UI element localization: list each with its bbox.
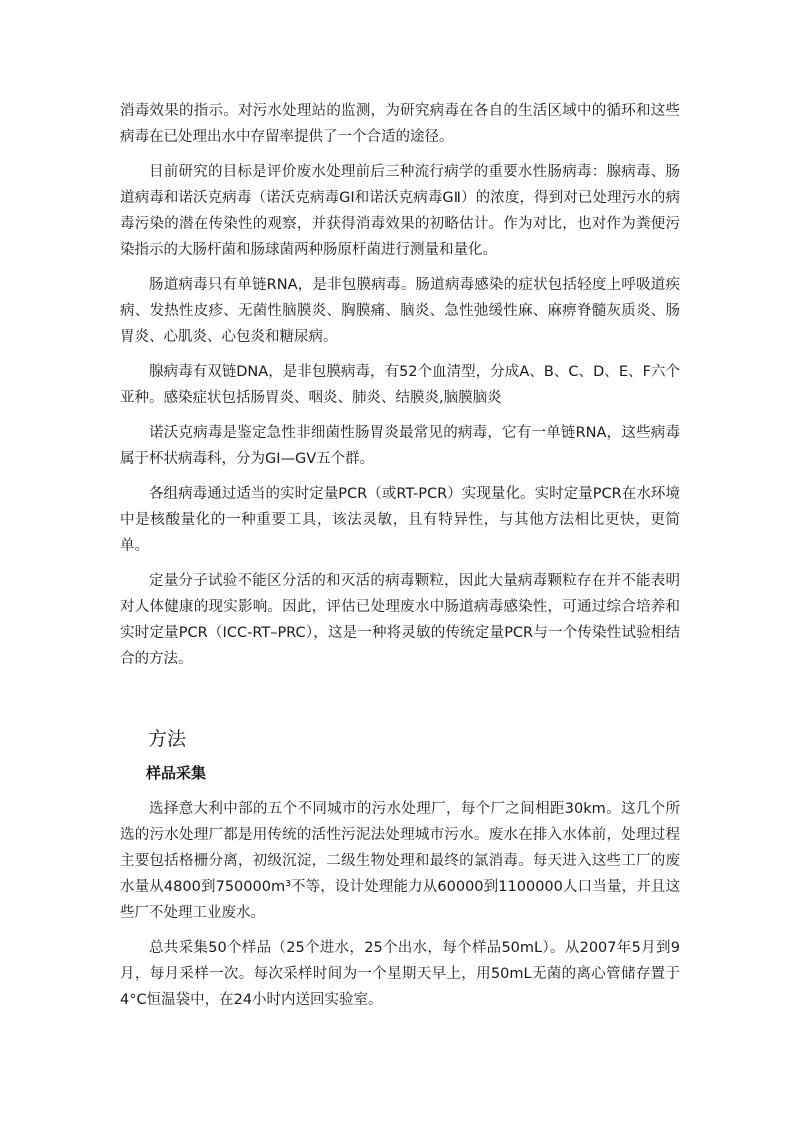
paragraph-treatment-plants: 选择意大利中部的五个不同城市的污水处理厂，每个厂之间相距30km。这几个所选的污水处理厂都是用传统的活性污泥法处理城市污水。废水在排入水体前，处理过程主要包括格栅分离，初级沉淀，二级生物处理和最终的氯消毒。每天进入这些工厂的废水量从4800到750000m³不等，设计处理能力从60000到1100000人口当量，并且这些厂不处理工业废水。 — [120, 801, 680, 921]
paragraph-adenovirus: 腺病毒有双链DNA，是非包膜病毒，有52个血清型，分成A、B、C、D、E、F六个亚种。感染症状包括肠胃炎、咽炎、肺炎、结膜炎,脑膜脑炎 — [120, 364, 680, 406]
paragraph-norovirus: 诺沃克病毒是鉴定急性非细菌性肠胃炎最常见的病毒，它有一单链RNA，这些病毒属于杯状病毒科，分为GⅠ—GⅤ五个群。 — [120, 425, 680, 467]
paragraph-intro-continuation: 消毒效果的指示。对污水处理站的监测，为研究病毒在各自的生活区域中的循环和这些病毒在已处理出水中存留率提供了一个合适的途径。 — [120, 103, 680, 145]
document-body — [120, 98, 680, 1022]
section-title-methods: 方法 — [148, 728, 187, 750]
paragraph-enterovirus: 肠道病毒只有单链RNA，是非包膜病毒。肠道病毒感染的症状包括轻度上呼吸道疾病、发热性皮疹、无菌性脑膜炎、胸膜痛、脑炎、急性弛缓性麻、麻痹脊髓灰质炎、肠胃炎、心肌炎、心包炎和糖尿病。 — [120, 277, 680, 345]
paragraph-pcr-quantification: 各组病毒通过适当的实时定量PCR（或RT-PCR）实现量化。实时定量PCR在水环境中是核酸量化的一种重要工具，该法灵敏，且有特异性，与其他方法相比更快，更简单。 — [120, 486, 680, 554]
paragraph-research-objective: 目前研究的目标是评价废水处理前后三种流行病学的重要水性肠病毒：腺病毒、肠道病毒和诺沃克病毒（诺沃克病毒GⅠ和诺沃克病毒GⅡ）的浓度，得到对已处理污水的病毒污染的潜在传染性的观察，并获得消毒效果的初略估计。作为对比，也对作为粪便污染指示的大肠杆菌和肠球菌两种肠原杆菌进行测量和量化。 — [120, 164, 680, 258]
subsection-title-sampling: 样品采集 — [146, 764, 207, 782]
paragraph-sample-collection: 总共采集50个样品（25个进水，25个出水，每个样品50mL）。从2007年5月到9月，每月采样一次。每次采样时间为一个星期天早上，用50mL无菌的离心管储存置于4°C恒温袋中，在24小时内送回实验室。 — [120, 940, 680, 1008]
paragraph-infectivity-assay: 定量分子试验不能区分活的和灭活的病毒颗粒，因此大量病毒颗粒存在并不能表明对人体健康的现实影响。因此，评估已处理废水中肠道病毒感染性，可通过综合培养和实时定量PCR（ICC-RT–PRC），这是一种将灵敏的传统定量PCR与一个传染性试验相结合的方法。 — [120, 573, 680, 667]
